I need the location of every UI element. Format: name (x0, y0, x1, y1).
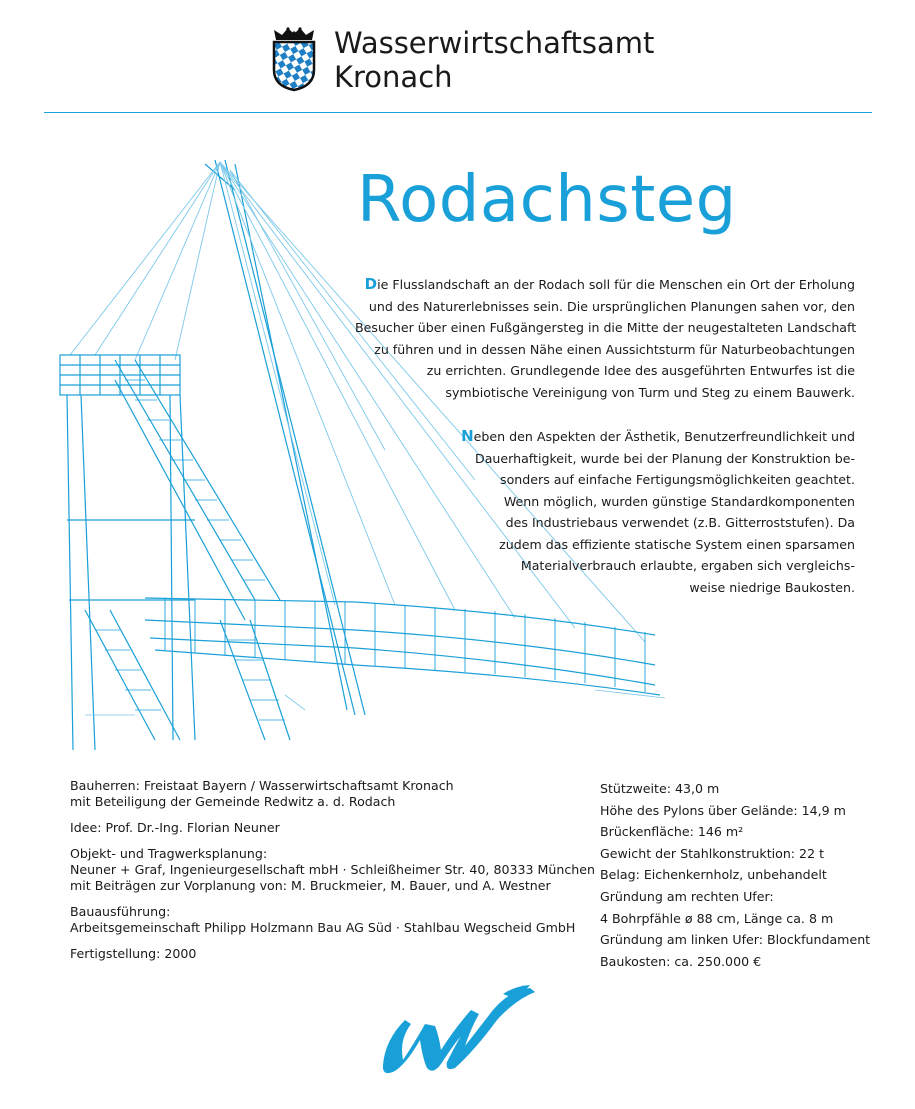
fact-line: Gewicht der Stahlkonstruktion: 22 t (600, 845, 825, 861)
intro-line: symbiotische Vereinigung von Turm und Steg zu einem Bauwerk. (445, 384, 855, 400)
credit-line: Bauherren: Freistaat Bayern / Wasserwirtschaftsamt Kronach (70, 778, 454, 793)
bavarian-crest-icon (270, 26, 318, 92)
credit-idea (70, 820, 590, 836)
organization-name (334, 26, 654, 94)
body-line-text: eben den Aspekten der Ästhetik, Benutzerfreundlichkeit und (473, 429, 855, 444)
intro-dropcap: D (364, 275, 378, 293)
org-line-2: Kronach (334, 60, 453, 94)
fact-line: Brückenfläche: 146 m² (600, 824, 744, 840)
credit-clients (70, 778, 590, 810)
credit-line: Fertigstellung: 2000 (70, 946, 197, 961)
credit-line: Objekt- und Tragwerksplanung: (70, 846, 268, 861)
fact-line: Gründung am rechten Ufer: (600, 888, 774, 904)
project-credits (70, 778, 595, 972)
body-line (435, 426, 855, 448)
body-dropcap: N (461, 427, 474, 445)
intro-line-text: ie Flusslandschaft an der Rodach soll für die Menschen ein Ort der Erholung (377, 277, 855, 292)
body-line: weise niedrige Baukosten. (689, 579, 855, 595)
technical-facts (600, 778, 880, 972)
stair-treads (95, 380, 285, 720)
body-line: Wenn möglich, wurden günstige Standardkomponenten (503, 493, 855, 509)
credit-line: Neuner + Graf, Ingenieurgesellschaft mbH · Schleißheimer Str. 40, 80333 München (70, 862, 595, 877)
intro-line: zu führen und in dessen Nähe einen Aussichtsturm für Naturbeobachtungen (374, 341, 855, 357)
stairs (85, 360, 290, 740)
credit-line: Bauausführung: (70, 904, 171, 919)
credit-completion (70, 946, 590, 962)
body-line: des Industriebaus verwendet (z.B. Gitterroststufen). Da (505, 515, 855, 530)
credit-line: Arbeitsgemeinschaft Philipp Holzmann Bau AG Süd · Stahlbau Wegscheid GmbH (70, 920, 576, 935)
intro-paragraph (355, 274, 855, 403)
intro-line: Besucher über einen Fußgängersteg in die Mitte der neugestalteten Landschaft (355, 320, 857, 335)
fact-line: Gründung am linken Ufer: Blockfundament (600, 932, 871, 948)
fact-line: Baukosten: ca. 250.000 € (600, 953, 762, 969)
fact-line: Höhe des Pylons über Gelände: 14,9 m (600, 802, 846, 818)
fact-line: Stützweite: 43,0 m (600, 781, 720, 796)
fact-line: 4 Bohrpfähle ø 88 cm, Länge ca. 8 m (600, 910, 834, 926)
intro-line: zu errichten. Grundlegende Idee des ausgeführten Entwurfes ist die (426, 363, 855, 378)
body-line: zudem das effiziente statische System einen sparsamen (499, 536, 855, 552)
body-line: sonders auf einfache Fertigungsmöglichkeiten geachtet. (500, 472, 855, 487)
page-title: Rodachsteg (357, 163, 737, 237)
intro-line (355, 274, 855, 296)
bridge-deck (145, 598, 660, 695)
body-paragraph (435, 426, 855, 598)
body-line: Dauerhaftigkeit, wurde bei der Planung der Konstruktion be- (475, 450, 855, 466)
credit-line: Idee: Prof. Dr.-Ing. Florian Neuner (70, 820, 280, 835)
credit-line: mit Beiträgen zur Vorplanung von: M. Bruckmeier, M. Bauer, und A. Westner (70, 878, 551, 893)
header (270, 26, 690, 96)
credit-planning (70, 846, 595, 894)
body-line: Materialverbrauch erlaubte, ergaben sich vergleichs- (520, 558, 855, 573)
fact-line: Belag: Eichenkernholz, unbehandelt (600, 867, 827, 883)
org-line-1: Wasserwirtschaftsamt (334, 26, 655, 60)
credit-construction (70, 904, 590, 936)
header-divider (44, 112, 872, 113)
credit-line: mit Beteiligung der Gemeinde Redwitz a. d. Rodach (70, 794, 396, 809)
tower-legs (67, 395, 195, 750)
deck-posts (165, 598, 645, 692)
intro-line: und des Naturerlebnisses sein. Die ursprünglichen Planungen sahen vor, den (368, 298, 855, 314)
brush-w-logo-icon (375, 980, 545, 1080)
